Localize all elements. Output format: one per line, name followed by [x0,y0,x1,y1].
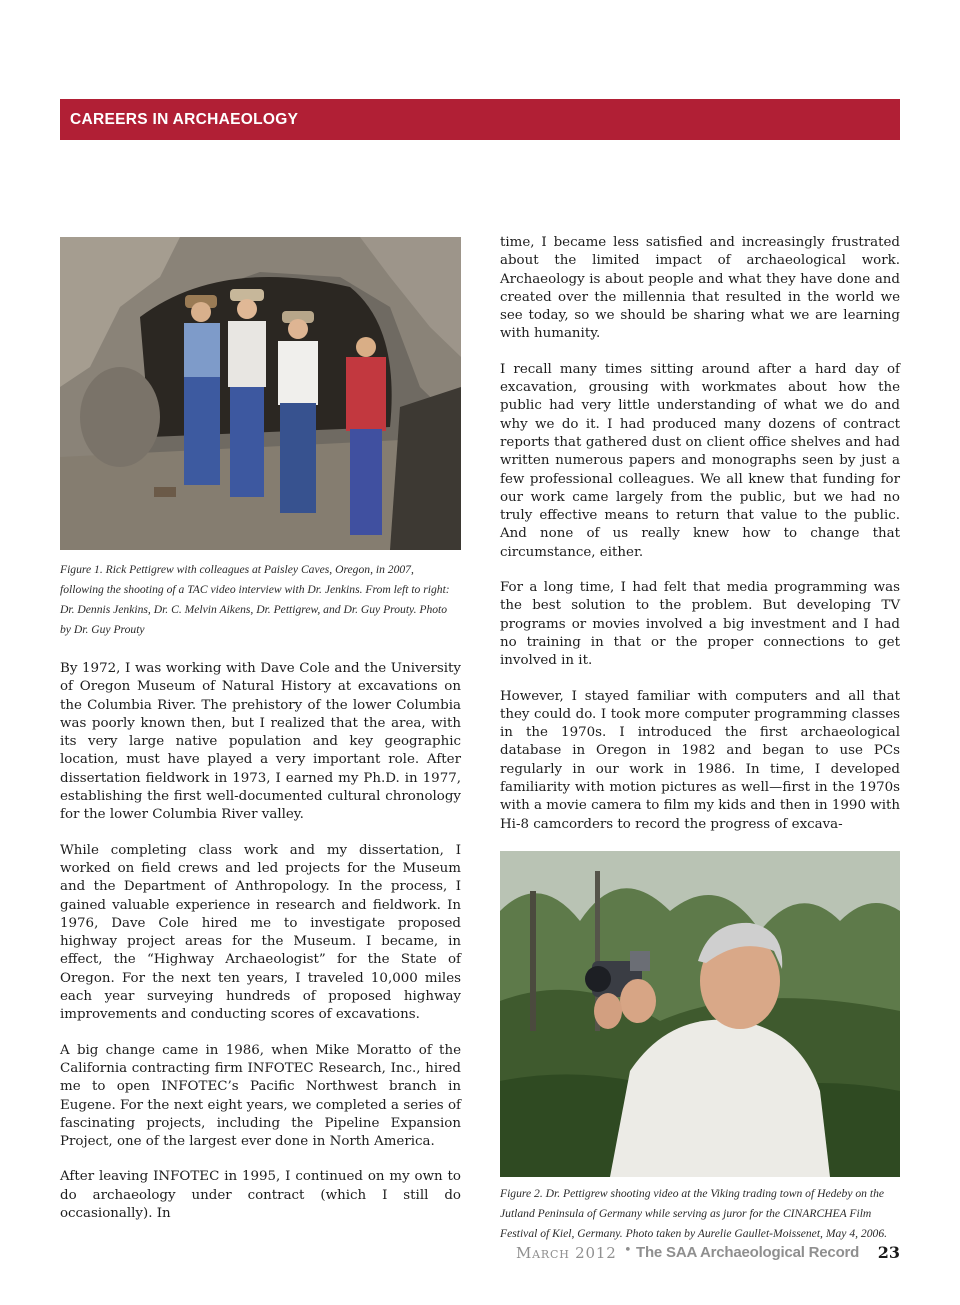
body-paragraph: I recall many times sitting around after a hard day of excavation, grousing with workmates about how the public had very little understanding of what we do and why we do it. I had produced many dozens of contract reports that gathered dust on client office shelves and had written numerous papers and monographs seen by just a few professional colleagues. We all knew that funding for our work came largely from the public, but we had no truly effective means to return that value to the public. And none of us really knew how to change that circumstance, either. [500,361,900,560]
page-number: 23 [877,1243,900,1262]
camcorder-photo [500,851,900,1177]
left-column [60,237,461,1223]
body-paragraph: A big change came in 1986, when Mike Moratto of the California contracting firm INFOTEC Research, Inc., hired me to open INFOTEC’s Pacific Northwest branch in Eugene. For the next eight years, we completed a series of fascinating projects, including the Pipeline Expansion Project, one of the largest ever done in North America. [60,1042,461,1150]
figure-1-photo [60,237,461,550]
figure-1-caption: Figure 1. Rick Pettigrew with colleagues at Paisley Caves, Oregon, in 2007, following the shooting of a TAC video interview with Dr. Jenkins. From left to right: Dr. Dennis Jenkins, Dr. C. Melvin Aikens, Dr. Pettigrew, and Dr. Guy Prouty. Photo by Dr. Guy Prouty [60,563,450,636]
body-paragraph: While completing class work and my dissertation, I worked on field crews and led projects for the Museum and the Department of Anthropology. In the process, I gained valuable experience in research and fieldwork. In 1976, Dave Cole hired me to investigate proposed highway project areas for the Museum. I became, in effect, the “Highway Archaeologist” for the State of Oregon. For the next ten years, I traveled 10,000 miles each year surveying hundreds of proposed highway improvements and conducting scores of excavations. [60,842,461,1023]
bullet-separator: • [624,1243,632,1258]
journal-title: The SAA Archaeological Record [636,1244,860,1261]
issue-month: March 2012 [516,1244,617,1262]
body-paragraph: time, I became less satisfied and increasingly frustrated about the limited impact of archaeological work. Archaeology is about people and what they have done and created over the millennia that resulted in the world we see today, so we should be sharing what we are learning with humanity. [500,235,900,342]
cave-group-photo [60,237,461,550]
page-footer [516,1242,900,1266]
body-paragraph: After leaving INFOTEC in 1995, I continued on my own to do archaeology under contract (which I still do occasionally). In [60,1169,461,1222]
right-column [500,234,900,1244]
body-paragraph: However, I stayed familiar with computers and all that they could do. I took more computer programming classes in the 1970s. I introduced the first archaeological database in Oregon in 1982 and began to use PCs regularly in our work in 1986. In time, I developed familiarity with motion pictures as well—first in the 1970s with a movie camera to film my kids and then in 1990 with Hi-8 camcorders to record the progress of excava- [500,688,900,832]
figure-2-caption: Figure 2. Dr. Pettigrew shooting video at the Viking trading town of Hedeby on the Jutland Peninsula of Germany while serving as juror for the CINARCHEA Film Festival of Kiel, Germany. Photo taken by Aurelie Gaullet-Moissenet, May 4, 2006. [500,1186,888,1240]
figure-2-photo [500,851,900,1177]
body-paragraph: For a long time, I had felt that media programming was the best solution to the problem. But developing TV programs or movies involved a big investment and I had no training in that or the proper connections to get involved in it. [500,580,900,669]
section-header: CAREERS IN ARCHAEOLOGY [60,99,900,140]
body-paragraph: By 1972, I was working with Dave Cole and the University of Oregon Museum of Natural History at excavations on the Columbia River. The prehistory of the lower Columbia was poorly known then, but I realized that the area, with its very large native population and key geographic location, must have played a very important role. After dissertation fieldwork in 1973, I earned my Ph.D. in 1977, establishing the first well-documented cultural chronology for the lower Columbia River valley. [60,661,461,823]
